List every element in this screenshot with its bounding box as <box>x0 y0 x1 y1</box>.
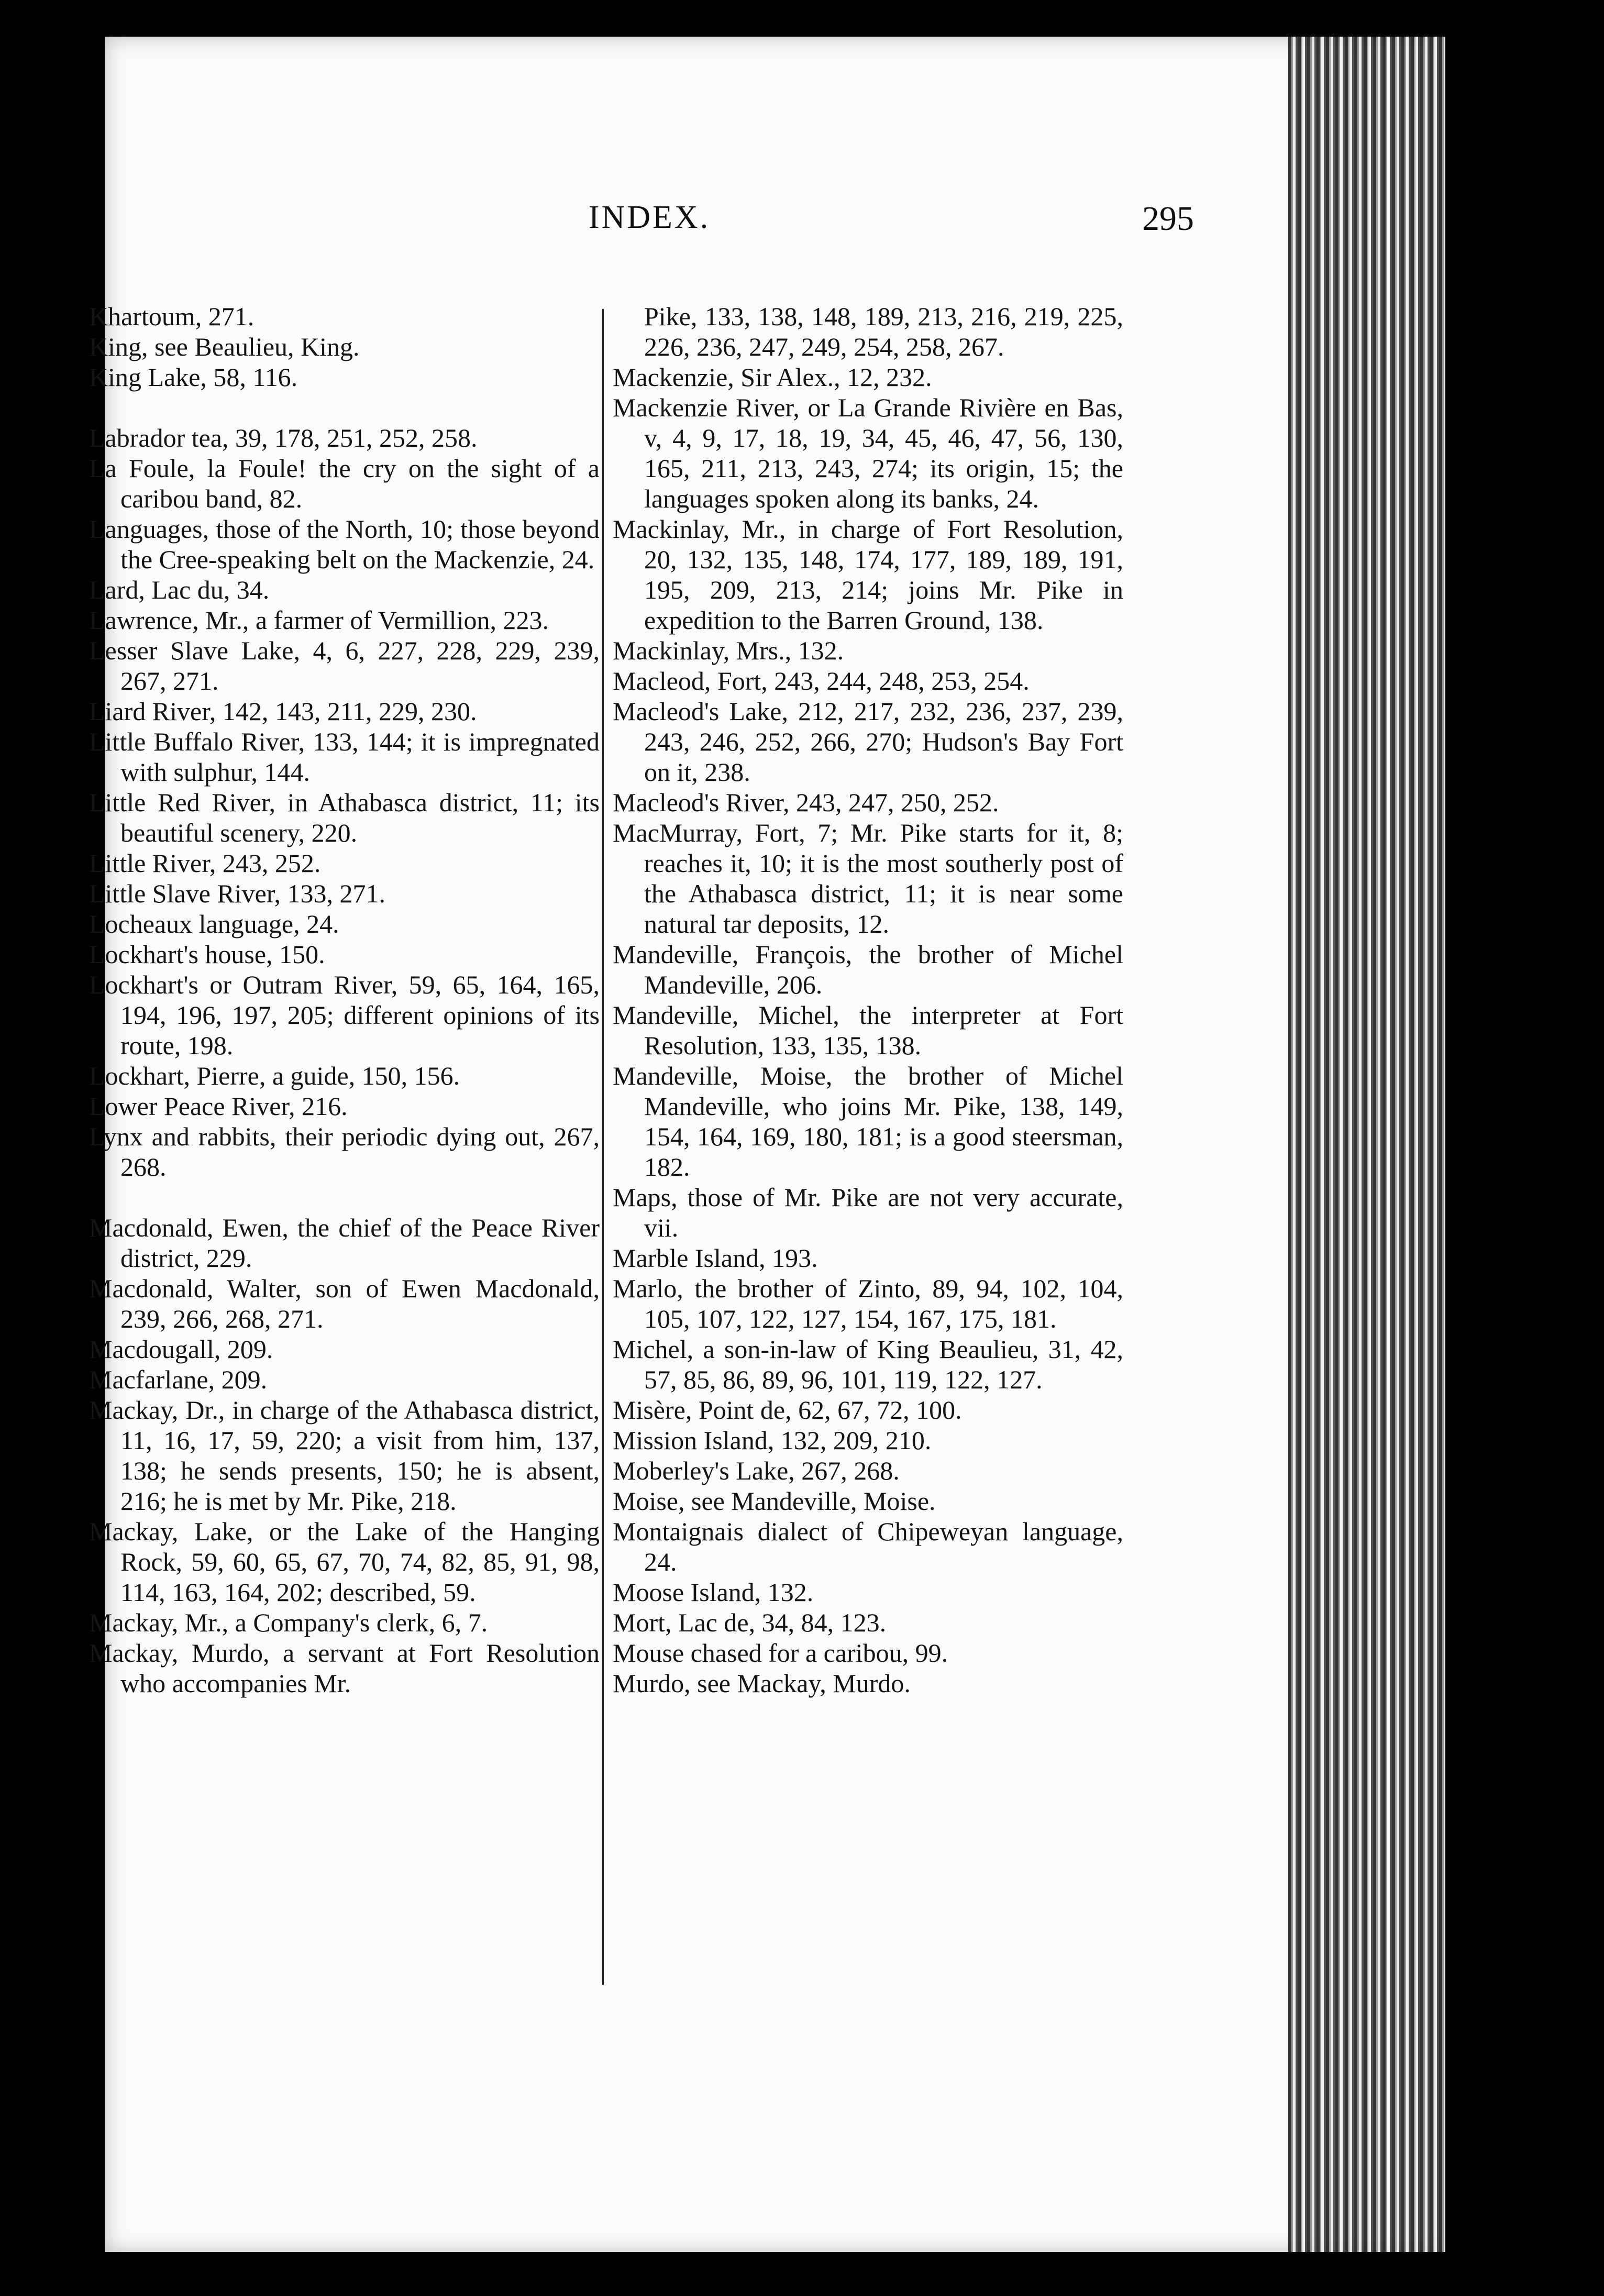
index-entry: Khartoum, 271. <box>89 302 255 331</box>
left-column <box>89 301 600 1698</box>
index-entry: Maps, those of Mr. Pike are not very accurate, vii. <box>613 1183 1123 1242</box>
index-entry: Macdougall, 209. <box>89 1334 273 1364</box>
index-entry: Michel, a son-in-law of King Beaulieu, 31, 42, 57, 85, 86, 89, 96, 101, 119, 122, 127. <box>613 1334 1123 1394</box>
index-entry: MacMurray, Fort, 7; Mr. Pike starts for it, 8; reaches it, 10; it is the most southerly post of the Athabasca district, 11; it is near some natural tar deposits, 12. <box>613 818 1123 939</box>
index-entry: Mandeville, Michel, the interpreter at Fort Resolution, 133, 135, 138. <box>613 1000 1123 1060</box>
index-entry: Macfarlane, 209. <box>89 1365 268 1394</box>
right-column <box>613 301 1123 1698</box>
index-entry: Mandeville, Moise, the brother of Michel Mandeville, who joins Mr. Pike, 138, 149, 154, 164, 169, 180, 181; is a good steersman, 182. <box>613 1061 1123 1182</box>
page-number: 295 <box>1142 200 1194 238</box>
index-entry: Mackenzie River, or La Grande Rivière en Bas, v, 4, 9, 17, 18, 19, 34, 45, 46, 47, 56, 130, 165, 211, 213, 243, 274; its origin, 15; the languages spoken along its banks, 24. <box>613 393 1123 513</box>
index-entry: Mackay, Murdo, a servant at Fort Resolution who accompanies Mr. <box>89 1638 600 1698</box>
index-entry: Mort, Lac de, 34, 84, 123. <box>613 1608 887 1637</box>
index-entry: Lockhart, Pierre, a guide, 150, 156. <box>89 1061 460 1090</box>
index-entry: Marble Island, 193. <box>613 1243 818 1273</box>
index-entry: Liard River, 142, 143, 211, 229, 230. <box>89 697 477 726</box>
index-entry: King, see Beaulieu, King. <box>89 332 360 361</box>
index-entry: Mandeville, François, the brother of Michel Mandeville, 206. <box>613 940 1123 999</box>
index-entry: Moose Island, 132. <box>613 1577 814 1607</box>
index-entry: Little Buffalo River, 133, 144; it is impregnated with sulphur, 144. <box>89 727 600 787</box>
page-title: INDEX. <box>588 200 711 235</box>
index-entry: King Lake, 58, 116. <box>89 362 298 392</box>
index-entry: Lockhart's or Outram River, 59, 65, 164, 165, 194, 196, 197, 205; different opinions of its route, 198. <box>89 970 600 1060</box>
index-entry: Pike, 133, 138, 148, 189, 213, 216, 219, 225, 226, 236, 247, 249, 254, 258, 267. <box>644 302 1123 361</box>
index-entry: Locheaux language, 24. <box>89 909 339 939</box>
index-entry: Mackay, Dr., in charge of the Athabasca district, 11, 16, 17, 59, 220; a visit from him, 137, 138; he sends presents, 150; he is absent, 216; he is met by Mr. Pike, 218. <box>89 1395 600 1516</box>
index-entry: Languages, those of the North, 10; those beyond the Cree-speaking belt on the Mackenzie, 24. <box>89 514 600 574</box>
index-entry: Mackinlay, Mrs., 132. <box>613 636 844 665</box>
index-entry: Little River, 243, 252. <box>89 848 321 878</box>
index-entry: Lower Peace River, 216. <box>89 1091 348 1121</box>
index-entry: Macdonald, Walter, son of Ewen Macdonald, 239, 266, 268, 271. <box>89 1274 600 1333</box>
index-entry: Misère, Point de, 62, 67, 72, 100. <box>613 1395 962 1425</box>
index-entry: Murdo, see Mackay, Murdo. <box>613 1669 911 1698</box>
index-entry: Lard, Lac du, 34. <box>89 575 270 604</box>
index-entry: Mackay, Lake, or the Lake of the Hanging Rock, 59, 60, 65, 67, 70, 74, 82, 85, 91, 98, 114, 163, 164, 202; described, 59. <box>89 1517 600 1607</box>
index-entry: Macdonald, Ewen, the chief of the Peace River district, 229. <box>89 1213 600 1273</box>
index-entry: Mackay, Mr., a Company's clerk, 6, 7. <box>89 1608 488 1637</box>
index-entry: Moberley's Lake, 267, 268. <box>613 1456 900 1485</box>
index-entry: Macleod's Lake, 212, 217, 232, 236, 237, 239, 243, 246, 252, 266, 270; Hudson's Bay Fort on it, 238. <box>613 697 1123 787</box>
index-entry: Macleod, Fort, 243, 244, 248, 253, 254. <box>613 666 1030 696</box>
index-entry: Montaignais dialect of Chipeweyan language, 24. <box>613 1517 1123 1576</box>
index-entry: Lawrence, Mr., a farmer of Vermillion, 223. <box>89 605 549 635</box>
index-entry: Lynx and rabbits, their periodic dying out, 267, 268. <box>89 1122 600 1182</box>
index-entry: Mission Island, 132, 209, 210. <box>613 1426 932 1455</box>
index-entry: Mackinlay, Mr., in charge of Fort Resolution, 20, 132, 135, 148, 174, 177, 189, 189, 191, 195, 209, 213, 214; joins Mr. Pike in expedition to the Barren Ground, 138. <box>613 514 1123 635</box>
index-entry: Moise, see Mandeville, Moise. <box>613 1486 936 1516</box>
index-entry: Lockhart's house, 150. <box>89 940 325 969</box>
index-entry: Little Slave River, 133, 271. <box>89 879 385 908</box>
index-columns <box>89 301 1210 2029</box>
index-entry: La Foule, la Foule! the cry on the sight of a caribou band, 82. <box>89 454 600 513</box>
page-header <box>105 199 1194 262</box>
index-entry: Mouse chased for a caribou, 99. <box>613 1638 948 1668</box>
index-entry: Labrador tea, 39, 178, 251, 252, 258. <box>89 423 478 452</box>
index-entry: Macleod's River, 243, 247, 250, 252. <box>613 788 999 817</box>
index-entry: Marlo, the brother of Zinto, 89, 94, 102, 104, 105, 107, 122, 127, 154, 167, 175, 181. <box>613 1274 1123 1333</box>
book-spine <box>1288 37 1445 2252</box>
index-entry: Mackenzie, Sir Alex., 12, 232. <box>613 362 932 392</box>
index-entry: Lesser Slave Lake, 4, 6, 227, 228, 229, 239, 267, 271. <box>89 636 600 696</box>
index-entry: Little Red River, in Athabasca district, 11; its beautiful scenery, 220. <box>89 788 600 847</box>
